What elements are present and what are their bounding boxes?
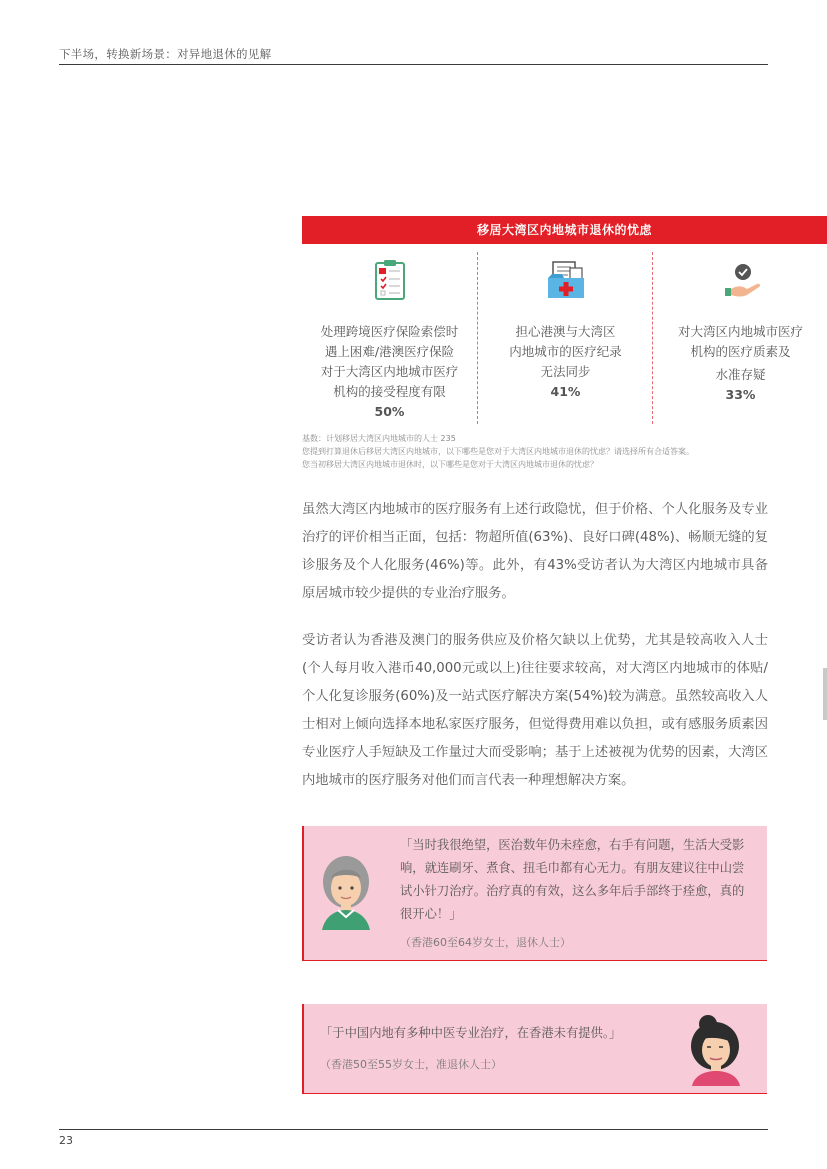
quote-source: （香港60至64岁女士，退休人士） <box>400 936 571 949</box>
body-paragraph: 虽然大湾区内地城市的医疗服务有上述行政隐忧，但于价格、个人化服务及专业治疗的评价相当正面，包括：物超所值(63%)、良好口碑(48%)、畅顺无缝的复诊服务及个人化服务(46%)等。此外，有43%受访者认为大湾区内地城市具备原居城市较少提供的专业治疗服务。 <box>302 502 768 601</box>
quote-accent-bar <box>302 1004 304 1094</box>
running-header: 下半场，转换新场景：对异地退休的见解 <box>59 47 272 61</box>
survey-note: 基数：计划移居大湾区内地城市的人士 235 <box>302 434 456 443</box>
survey-notes <box>302 432 694 471</box>
concern-line: 对于大湾区内地城市医疗 <box>320 364 459 379</box>
concern-item <box>302 258 477 426</box>
hand-quality-badge-icon <box>719 258 763 302</box>
concern-percent: 50% <box>374 404 405 419</box>
quote-text: 「于中国内地有多种中医专业治疗，在香港未有提供。」 <box>320 1026 622 1040</box>
quote-text: 「当时我很绝望，医治数年仍未痊愈，右手有问题，生活大受影响，就连刷牙、煮食、扭毛巾都有心无力。有朋友建议往中山尝试小针刀治疗。治疗真的有效，这么多年后手部终于痊愈，真的很开心！」 <box>400 838 745 921</box>
page-number: 23 <box>59 1134 73 1147</box>
medical-records-icon <box>544 258 588 302</box>
concern-line: 机构的接受程度有限 <box>333 384 446 399</box>
concern-line: 处理跨境医疗保险索偿时 <box>320 324 459 339</box>
survey-note: 您提到打算退休后移居大湾区内地城市，以下哪些是您对于大湾区内地城市退休的忧虑？请选择所有合适答案。 <box>302 447 694 456</box>
concern-percent: 33% <box>725 387 756 402</box>
concern-percent: 41% <box>550 384 581 399</box>
clipboard-checklist-icon <box>368 258 412 302</box>
concern-item <box>478 258 653 426</box>
elderly-woman-avatar <box>318 852 374 934</box>
concern-line: 对大湾区内地城市医疗 <box>677 324 803 339</box>
quote-source: （香港50至55岁女士，准退休人士） <box>320 1058 502 1071</box>
concern-line: 无法同步 <box>540 364 591 379</box>
header-rule <box>59 64 768 65</box>
concern-line: 遇上困难/港澳医疗保险 <box>324 344 455 359</box>
middle-aged-woman-avatar <box>686 1012 744 1086</box>
concern-line: 水准存疑 <box>715 367 766 382</box>
footer-rule <box>59 1129 768 1130</box>
infographic-title: 移居大湾区内地城市退休的忧虑 <box>302 216 827 244</box>
concern-item <box>653 258 827 426</box>
body-paragraph: 受访者认为香港及澳门的服务供应及价格欠缺以上优势，尤其是较高收入人士(个人每月收入港币40,000元或以上)往往要求较高，对大湾区内地城市的体贴/个人化复诊服务(60%)及一站式医疗解决方案(54%)较为满意。虽然较高收入人士相对上倾向选择本地私家医疗服务，但觉得费用难以负担，或有感服务质素因专业医疗人手短缺及工作量过大而受影响；基于上述被视为优势的因素，大湾区内地城市的医疗服务对他们而言代表一种理想解决方案。 <box>302 633 768 788</box>
quote-accent-bar <box>302 826 304 961</box>
survey-note: 您当初移居大湾区内地城市退休时，以下哪些是您对于大湾区内地城市退休的忧虑？ <box>302 460 598 469</box>
concern-line: 机构的医疗质素及 <box>690 344 791 359</box>
concern-line: 担心港澳与大湾区 <box>515 324 616 339</box>
concern-line: 内地城市的医疗纪录 <box>509 344 622 359</box>
page-edge-tab <box>823 668 827 720</box>
